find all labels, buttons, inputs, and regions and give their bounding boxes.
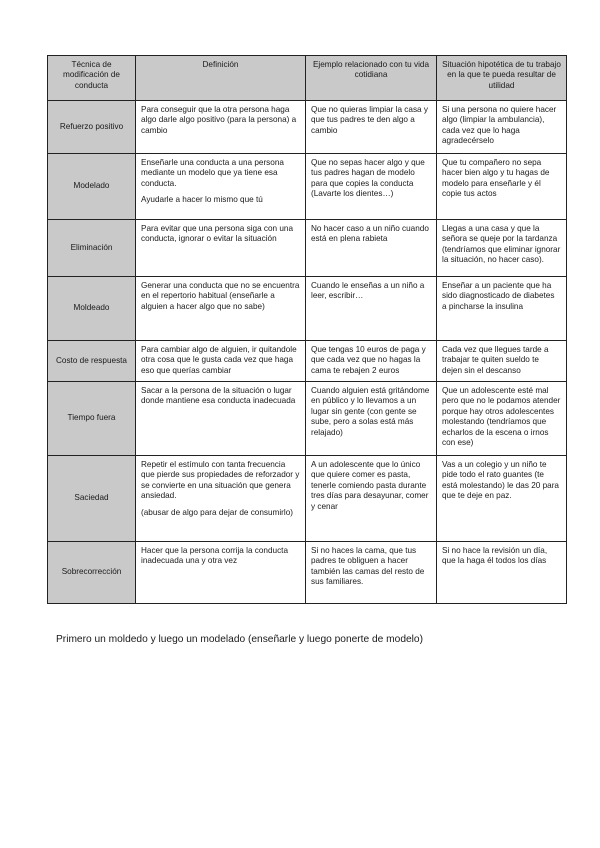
- technique-cell: Saciedad: [48, 456, 136, 542]
- situation-cell: Llegas a una casa y que la señora se queje por la tardanza (tendríamos que eliminar ignorar la situación, no hacer caso).: [437, 220, 567, 277]
- example-cell: Si no haces la cama, que tus padres te obliguen a hacer también las camas del resto de sus familiares.: [306, 542, 437, 604]
- example-cell: Que tengas 10 euros de paga y que cada vez que no hagas la cama te rebajen 2 euros: [306, 341, 437, 382]
- definition-text: Sacar a la persona de la situación o lugar donde mantiene esa conducta inadecuada: [141, 386, 296, 406]
- technique-cell: Eliminación: [48, 220, 136, 277]
- definition-text: Generar una conducta que no se encuentra en el repertorio habitual (enseñarle a alguien a hacer algo que no sabe): [141, 281, 300, 311]
- technique-cell: Moldeado: [48, 277, 136, 341]
- situation-cell: Si no hace la revisión un día, que la haga él todos los días: [437, 542, 567, 604]
- situation-cell: Enseñar a un paciente que ha sido diagnosticado de diabetes a pincharse la insulina: [437, 277, 567, 341]
- header-technique: Técnica de modificación de conducta: [48, 56, 136, 101]
- situation-cell: Que un adolescente esté mal pero que no le podamos atender porque hay otros adolescentes molestando (tendríamos que echarlos de la escena o irnos con ese): [437, 382, 567, 456]
- technique-cell: Modelado: [48, 154, 136, 220]
- definition-text: Ayudarle a hacer lo mismo que tú: [141, 195, 263, 205]
- table-row: [48, 382, 567, 456]
- table-row: [48, 154, 567, 220]
- definition-text: Repetir el estímulo con tanta frecuencia que pierde sus propiedades de reforzador y se convierte en una situación que genera ansiedad.: [141, 460, 300, 501]
- situation-cell: Vas a un colegio y un niño te pide todo el rato guantes (te está molestando) le das 20 para que te deje en paz.: [437, 456, 567, 542]
- situation-cell: Cada vez que llegues tarde a trabajar te quiten sueldo te dejen sin el descanso: [437, 341, 567, 382]
- definition-cell: [136, 456, 306, 542]
- table-row: [48, 277, 567, 341]
- techniques-table: [47, 55, 567, 604]
- definition-cell: [136, 154, 306, 220]
- technique-cell: Refuerzo positivo: [48, 101, 136, 154]
- header-example: Ejemplo relacionado con tu vida cotidiana: [306, 56, 437, 101]
- definition-cell: [136, 341, 306, 382]
- definition-text: Enseñarle una conducta a una persona mediante un modelo que ya tiene esa conducta.: [141, 158, 284, 188]
- table-row: [48, 341, 567, 382]
- table-header-row: [48, 56, 567, 101]
- definition-cell: [136, 542, 306, 604]
- technique-cell: Tiempo fuera: [48, 382, 136, 456]
- definition-cell: [136, 220, 306, 277]
- example-cell: Cuando le enseñas a un niño a leer, escribir…: [306, 277, 437, 341]
- situation-cell: Si una persona no quiere hacer algo (limpiar la ambulancia), cada vez que lo haga agradecérselo: [437, 101, 567, 154]
- definition-cell: [136, 277, 306, 341]
- example-cell: No hacer caso a un niño cuando está en plena rabieta: [306, 220, 437, 277]
- table-row: [48, 220, 567, 277]
- header-situation: Situación hipotética de tu trabajo en la que te pueda resultar de utilidad: [437, 56, 567, 101]
- example-cell: Que no quieras limpiar la casa y que tus padres te den algo a cambio: [306, 101, 437, 154]
- table-row: [48, 542, 567, 604]
- header-definition: Definición: [136, 56, 306, 101]
- definition-text: Para evitar que una persona siga con una conducta, ignorar o evitar la situación: [141, 224, 294, 244]
- technique-cell: Costo de respuesta: [48, 341, 136, 382]
- table-row: [48, 101, 567, 154]
- situation-cell: Que tu compañero no sepa hacer bien algo y tu hagas de modelo para enseñarle y él copie tus actos: [437, 154, 567, 220]
- example-cell: Cuando alguien está gritándome en público y lo llevamos a un lugar sin gente (con gente se sube, pero a solas está más relajado): [306, 382, 437, 456]
- definition-text: Para cambiar algo de alguien, ir quitandole otra cosa que le gusta cada vez que haga eso que querías cambiar: [141, 345, 297, 375]
- table-row: [48, 456, 567, 542]
- footnote-text: Primero un moldedo y luego un modelado (enseñarle y luego ponerte de modelo): [56, 634, 423, 645]
- example-cell: Que no sepas hacer algo y que tus padres hagan de modelo para que copies la conducta (Lavarte los dientes…): [306, 154, 437, 220]
- definition-cell: [136, 101, 306, 154]
- technique-cell: Sobrecorrección: [48, 542, 136, 604]
- definition-text: (abusar de algo para dejar de consumirlo): [141, 507, 294, 517]
- example-cell: A un adolescente que lo único que quiere comer es pasta, tenerle comiendo pasta durante tres días para desayunar, comer y cenar: [306, 456, 437, 542]
- definition-text: Hacer que la persona corrija la conducta inadecuada una y otra vez: [141, 546, 289, 566]
- definition-cell: [136, 382, 306, 456]
- definition-text: Para conseguir que la otra persona haga algo darle algo positivo (para la persona) a cambio: [141, 105, 297, 135]
